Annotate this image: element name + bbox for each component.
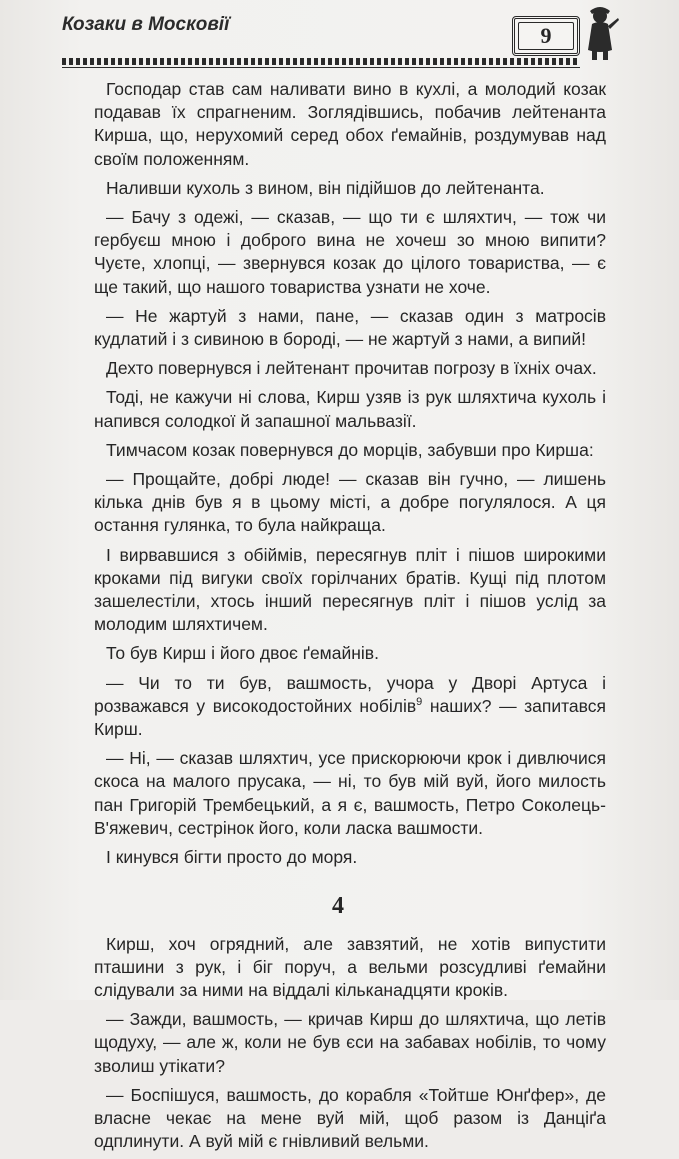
footnote-marker[interactable]: 9 [416, 696, 423, 709]
paragraph: — Бачу з одежі, — сказав, — що ти є шляхтич, — тож чи гербуєш мною і доброго вина не хочеш зо мною випити? Чуєте, хлопці, — звернувся козак до цілого товариства, — є ще такий, що нашого товариства узнати не хоче. [94, 207, 606, 297]
question-text: — Чи то ти був, вашмость, учора у Дворі Артуса і розважався у високодостойних нобілів [94, 672, 606, 716]
paragraph: Дехто повернувся і лейтенант прочитав погрозу в їхніх очах. [106, 358, 597, 379]
page-number-box [512, 16, 580, 56]
running-title: Козаки в Московії [62, 14, 230, 35]
paragraph: Тимчасом козак повернувся до морців, забувши про Кирша: [106, 439, 594, 460]
paragraph: — Прощайте, добрі люде! — сказав він гучно, — лишень кілька днів був я в цьому місті, а добре погулялося. А ця остання гулянка, то була найкраща. [94, 469, 606, 536]
paragraph: — Не жартуй з нами, пане, — сказав один з матросів кудлатий і з сивиною в бороді, — не жартуй з нами, а випий! [94, 305, 606, 350]
paragraph: І кинувся бігти просто до моря. [106, 847, 358, 868]
paragraph: Наливши кухоль з вином, він підійшов до лейтенанта. [106, 177, 545, 198]
paragraph: — Ні, — сказав шляхтич, усе прискорюючи крок і дивлючися скоса на малого прусака, — ні, то був мій вуй, його милость пан Григорій Трембецький, а я є, вашмость, Петро Соколець-В'яжевич, сестрінок його, коли ласка вашмости. [94, 748, 606, 838]
cossack-figure-icon [580, 6, 620, 62]
header-rule [62, 58, 580, 65]
section-number: 4 [332, 893, 344, 920]
question-text-end: наших? — запитався Кирш. [94, 695, 606, 740]
body-text [94, 78, 606, 1159]
paragraph: Тоді, не кажучи ні слова, Кирш узяв із рук шляхтича кухоль і напився солодкої й запашної мальвазії. [94, 387, 606, 431]
paragraph: Кирш, хоч огрядний, але завзятий, не хотів випустити пташини з рук, і біг поруч, а вельми розсудливі ґемайни слідували за ними на віддалі кільканадцяти кроків. [94, 933, 606, 1000]
paragraph: — Боспішуся, вашмость, до корабля «Тойтше Юнґфер», де власне чекає на мене вуй мій, щоб разом із Данціґа одплинути. А вуй мій є гнівливий вельми. [94, 1084, 606, 1152]
page-number: 9 [540, 23, 552, 48]
paragraph: І вирвавшися з обіймів, пересягнув пліт і пішов широкими кроками під вигуки своїх горілчаних братів. Кущі під плотом зашелестіли, хтось інший пересягнув пліт і пішов услід за молодим шляхтичем. [94, 544, 606, 635]
paragraph-with-footnote [94, 672, 606, 742]
paragraph: То був Кирш і його двоє ґемайнів. [106, 643, 379, 664]
paragraph: Господар став сам наливати вино в кухлі, а молодий козак подавав їх спрагненим. Зоглядівшись, побачив лейтенанта Кирша, що, нерухомий серед обох ґемайнів, роздумував над своїм положенням. [94, 79, 606, 169]
paragraph: — Зажди, вашмость, — кричав Кирш до шляхтича, що летів щодуху, — але ж, коли не був єси на забавах нобілів, то чому зволиш утікати? [94, 1009, 606, 1076]
